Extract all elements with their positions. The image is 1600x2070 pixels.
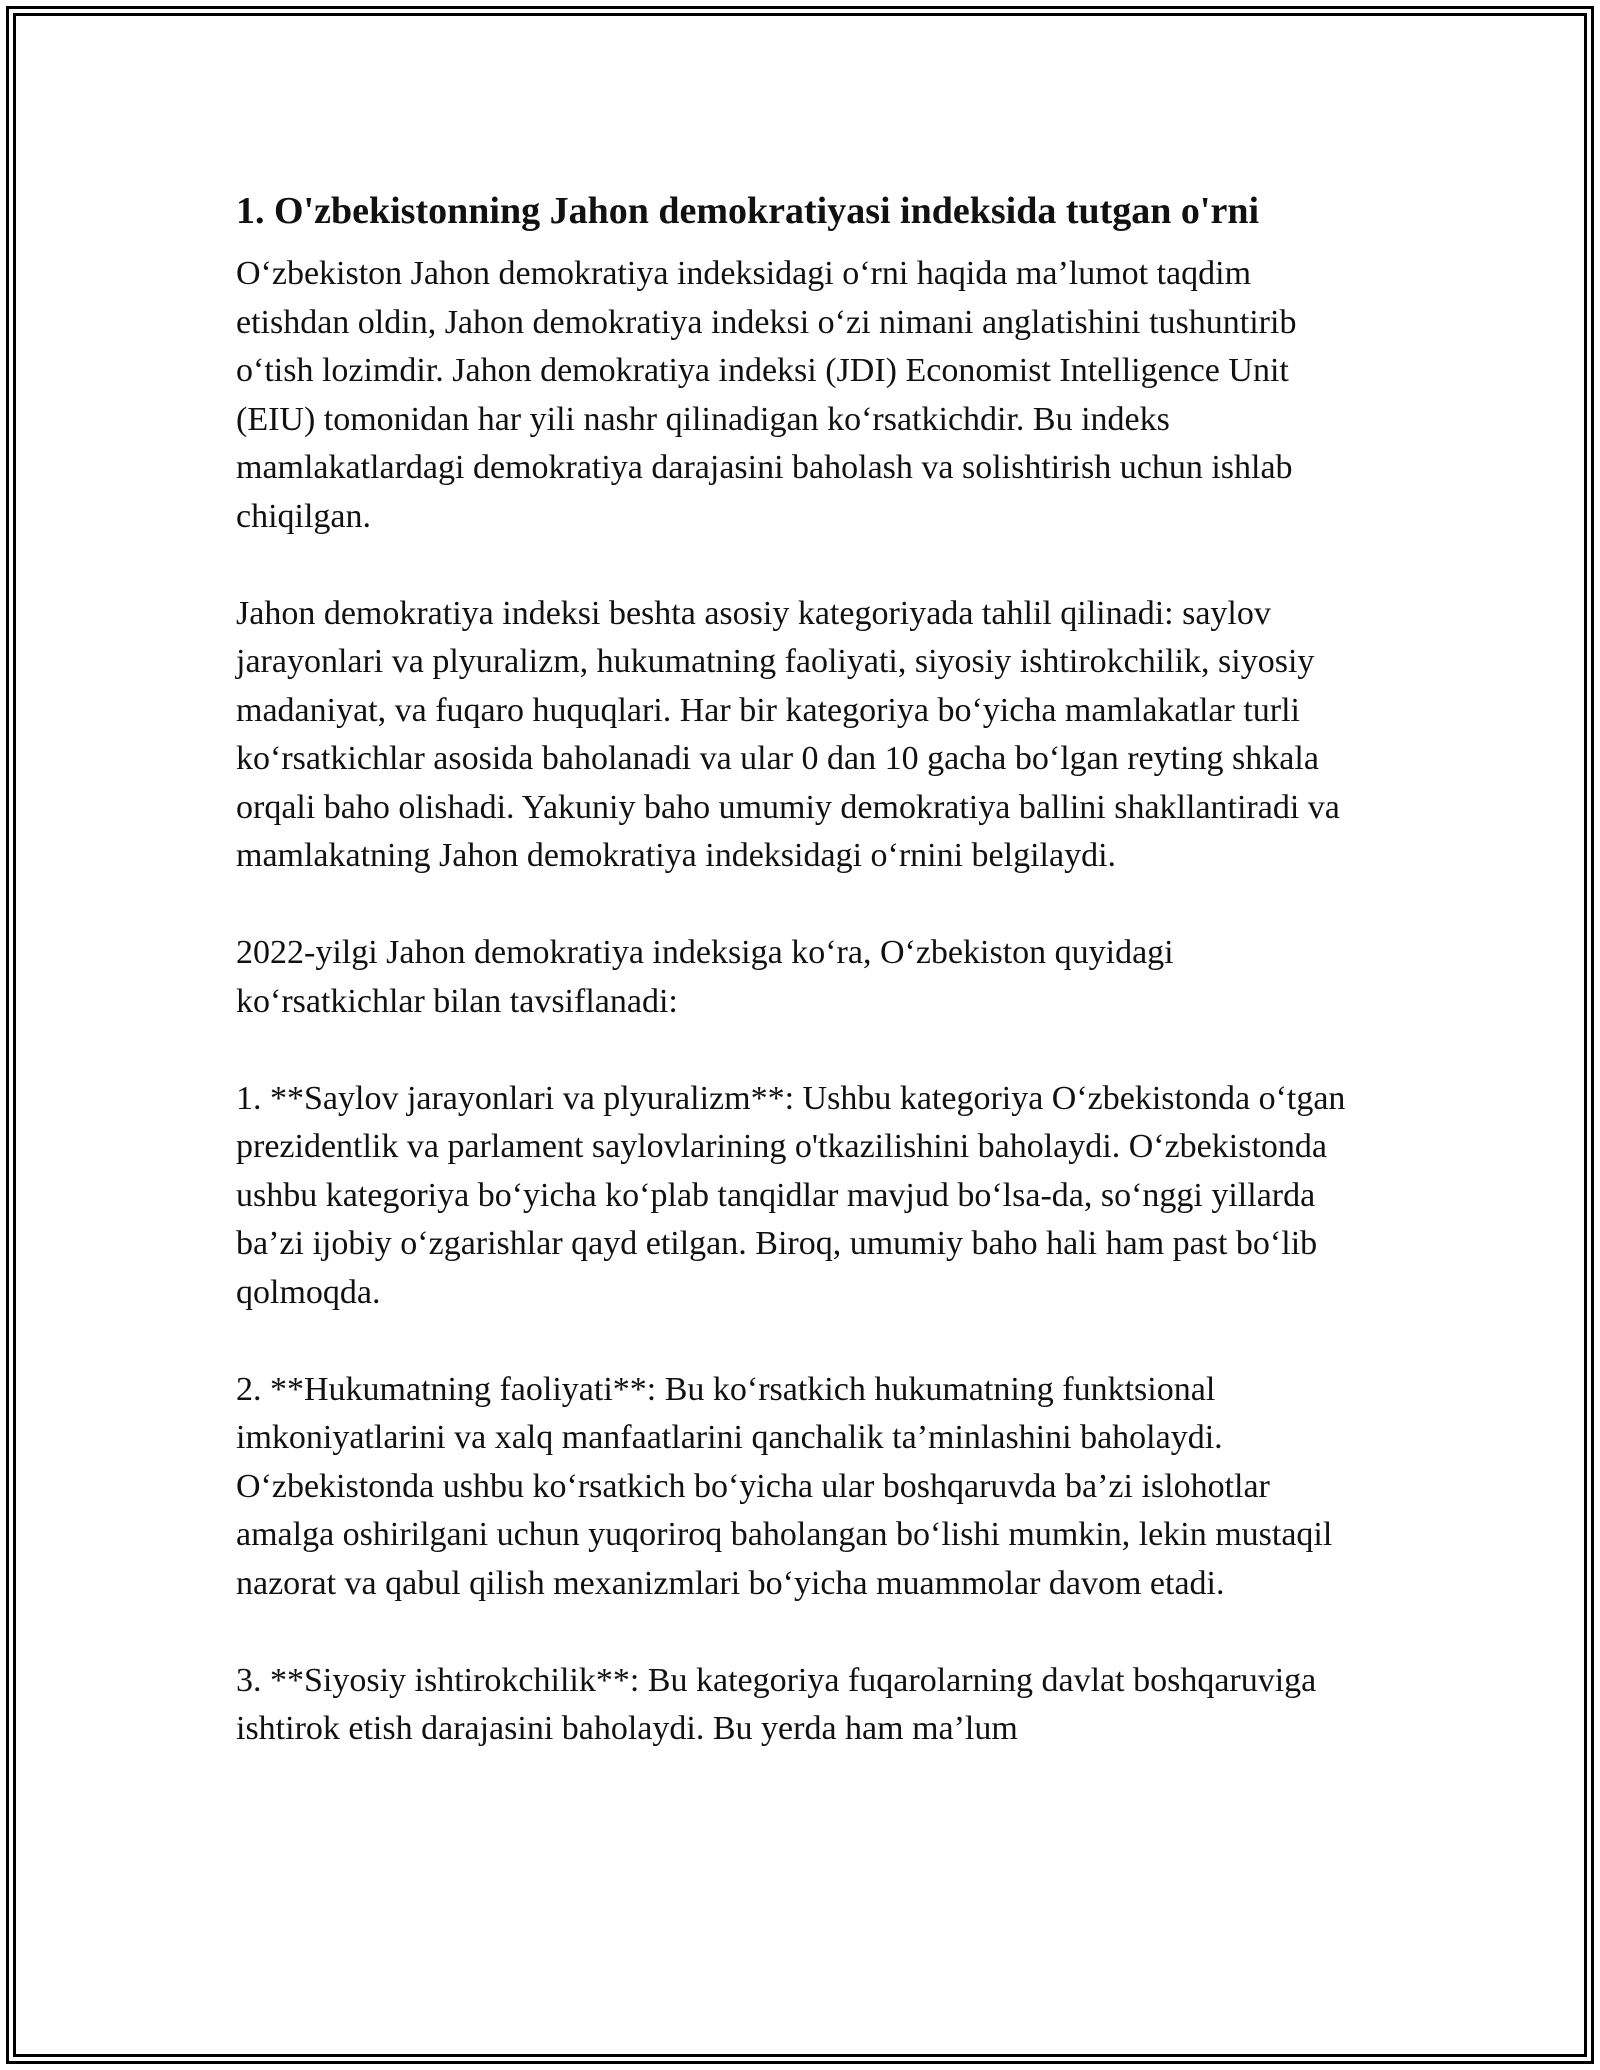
section-heading: 1. O'zbekistonning Jahon demokratiyasi indeksida tutgan o'rni bbox=[236, 190, 1260, 232]
paragraph-item-3: 3. **Siyosiy ishtirokchilik**: Bu kategoriya fuqarolarning davlat boshqaruviga ishtirok etish darajasini baholaydi. Bu yerda ham ma’lum bbox=[236, 1661, 1317, 1747]
paragraph-item-1: 1. **Saylov jarayonlari va plyuralizm**: Ushbu kategoriya O‘zbekistonda o‘tgan prezidentlik va parlament saylovlarining o'tkazilishini baholaydi. O‘zbekistonda ushbu kategoriya bo‘yicha ko‘plab tanqidlar mavjud bo‘lsa-da, so‘nggi yillarda ba’zi ijobiy o‘zgarishlar qayd etilgan. Biroq, umumiy baho hali ham past bo‘lib qolmoqda. bbox=[236, 1079, 1346, 1311]
paragraph-item-2: 2. **Hukumatning faoliyati**: Bu ko‘rsatkich hukumatning funktsional imkoniyatlarini va xalq manfaatlarini qanchalik ta’minlashini baholaydi. O‘zbekistonda ushbu ko‘rsatkich bo‘yicha ular boshqaruvda ba’zi islohotlar amalga oshirilgani uchun yuqoriroq baholangan bo‘lishi mumkin, lekin mustaqil nazorat va qabul qilish mexanizmlari bo‘yicha muammolar davom etadi. bbox=[236, 1370, 1333, 1602]
paragraph-2022-summary: 2022-yilgi Jahon demokratiya indeksiga ko‘ra, O‘zbekiston quyidagi ko‘rsatkichlar bilan tavsiflanadi: bbox=[236, 934, 1174, 1020]
paragraph-intro: O‘zbekiston Jahon demokratiya indeksidagi o‘rni haqida ma’lumot taqdim etishdan oldin, Jahon demokratiya indeksi o‘zi nimani anglatishini tushuntirib o‘tish lozimdir. Jahon demokratiya indeksi (JDI) Economist Intelligence Unit (EIU) tomonidan har yili nashr qilinadigan ko‘rsatkichdir. Bu indeks mamlakatlardagi demokratiya darajasini baholash va solishtirish uchun ishlab chiqilgan. bbox=[236, 255, 1297, 535]
paragraph-categories: Jahon demokratiya indeksi beshta asosiy kategoriyada tahlil qilinadi: saylov jarayonlari va plyuralizm, hukumatning faoliyati, siyosiy ishtirokchilik, siyosiy madaniyat, va fuqaro huquqlari. Har bir kategoriya bo‘yicha mamlakatlar turli ko‘rsatkichlar asosida baholanadi va ular 0 dan 10 gacha bo‘lgan reyting shkala orqali baho olishadi. Yakuniy baho umumiy demokratiya ballini shakllantiradi va mamlakatning Jahon demokratiya indeksidagi o‘rnini belgilaydi. bbox=[236, 594, 1340, 874]
document-body bbox=[236, 186, 1366, 1802]
